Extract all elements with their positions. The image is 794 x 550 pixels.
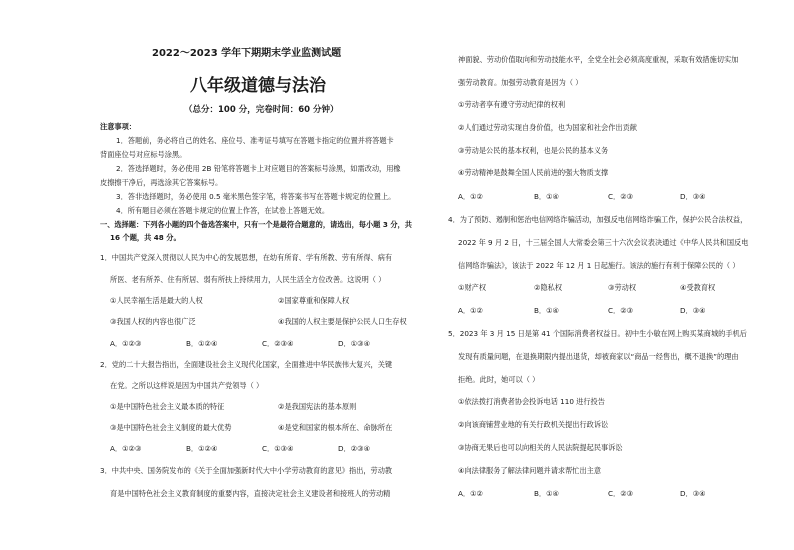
q2-answer: A．①②③	[110, 444, 142, 453]
q2-option: ②是我国宪法的基本原则	[278, 402, 357, 411]
q3-answer: A．①②	[458, 192, 483, 201]
q1-option: ④我国的人权主要是保护公民人口生存权	[278, 317, 407, 326]
q4-stem: 信网络诈骗法》，该法于 2022 年 12 月 1 日起施行。该法的施行有利于保障公民的（ ）	[458, 261, 740, 270]
q1-answer: D．①③④	[338, 339, 371, 348]
q5-answer: A．①②	[458, 489, 483, 498]
q3-answer: B．①④	[534, 192, 560, 201]
q2-option: ③是中国特色社会主义制度的最大优势	[110, 423, 232, 432]
subject-title: 八年级道德与法治	[190, 76, 326, 96]
q3-stem: 育是中国特色社会主义教育制度的重要内容，直接决定社会主义建设者和接班人的劳动精	[110, 489, 391, 498]
q4-option: ④受教育权	[680, 283, 716, 292]
notice-line: 皮擦擦干净后，再选涂其它答案标号。	[100, 178, 223, 187]
q5-answer: C．②③	[608, 489, 634, 498]
section-heading: 一、选择题：下列各小题的四个备选答案中，只有一个是最符合题意的，请选出，每小题 3 分，共	[100, 220, 412, 229]
q3-option: ④劳动精神是鼓舞全国人民前进的强大物质支撑	[458, 168, 609, 177]
q2-stem: 在党。之所以这样说是因为中国共产党领导（ ）	[110, 381, 264, 390]
score-time: （总分：100 分，完卷时间：60 分钟）	[184, 105, 339, 115]
notice-line: 背面座位号对应标号涂黑。	[100, 150, 187, 159]
q1-option: ①人民幸福生活是最大的人权	[110, 296, 203, 305]
q1-answer: B．①②④	[186, 339, 218, 348]
q3-stem: 3．中共中央、国务院发布的《关于全面加强新时代大中小学劳动教育的意见》指出，劳动教	[100, 466, 393, 475]
q4-answer: D．③④	[680, 306, 706, 315]
q2-stem: 2．党的二十大报告指出，全面建设社会主义现代化国家，全面推进中华民族伟大复兴，关键	[100, 360, 393, 369]
q2-answer: C．①③④	[262, 444, 294, 453]
q1-stem: 1．中国共产党深入贯彻以人民为中心的发展思想，在幼有所育、学有所教、劳有所得、病有	[100, 253, 393, 262]
q3-option: ①劳动者享有遵守劳动纪律的权利	[458, 100, 566, 109]
q4-answer: A．①②	[458, 306, 483, 315]
q4-answer: B．①④	[534, 306, 560, 315]
q3-stem-cont: 强劳动教育。加强劳动教育是因为（ ）	[458, 78, 583, 87]
q1-answer: C．②③④	[262, 339, 294, 348]
notice-line: 1．答题前，务必将自己的姓名、座位号、准考证号填写在答题卡指定的位置并将答题卡	[116, 136, 394, 145]
q2-option: ①是中国特色社会主义最本质的特征	[110, 402, 225, 411]
notice-title: 注意事项：	[100, 122, 136, 131]
q4-option: ③劳动权	[608, 283, 637, 292]
q4-answer: C．②③	[608, 306, 634, 315]
q5-stem: 发现有质量问题，在退换期限内提出退货，却被商家以“商品一经售出，概不退换”的理由	[458, 352, 739, 361]
q5-option: ③协商无果后也可以向相关的人民法院提起民事诉讼	[458, 443, 623, 452]
exam-year-title: 2022～2023 学年下期期末学业监测试题	[152, 48, 342, 59]
q3-option: ②人们通过劳动实现自身价值，也为国家和社会作出贡献	[458, 123, 637, 132]
q5-option: ①依法拨打消费者协会投诉电话 110 进行投告	[458, 397, 605, 406]
q2-option: ④是党和国家的根本所在、命脉所在	[278, 423, 393, 432]
q5-stem: 5．2023 年 3 月 15 日是第 41 个国际消费者权益日。初中生小敏在网上购买某商城的手机后	[448, 329, 747, 338]
q3-option: ③劳动是公民的基本权利，也是公民的基本义务	[458, 146, 609, 155]
q5-stem: 拒绝。此时，她可以（ ）	[458, 375, 540, 384]
q4-option: ①财产权	[458, 283, 487, 292]
q2-answer: B．①②④	[186, 444, 218, 453]
q3-stem-cont: 神面貌、劳动价值取向和劳动技能水平，全党全社会必须高度重视，采取有效措施切实加	[458, 55, 739, 64]
q4-stem: 2022 年 9 月 2 日，十三届全国人大常委会第三十六次会议表决通过《中华人民共和国反电	[458, 238, 749, 247]
q1-stem: 所医、老有所养、住有所居、弱有所扶上持续用力，人民生活全方位改善。这说明（ ）	[110, 275, 386, 284]
q1-option: ③我国人权的内容也很广泛	[110, 317, 196, 326]
section-heading: 16 个题，共 48 分。	[110, 233, 181, 242]
q3-answer: D．③④	[680, 192, 706, 201]
q3-answer: C．②③	[608, 192, 634, 201]
q1-option: ②国家尊重和保障人权	[278, 296, 350, 305]
notice-line: 4．所有题目必须在答题卡规定的位置上作答，在试卷上答题无效。	[116, 206, 330, 215]
notice-line: 2．答选择题时，务必使用 2B 铅笔将答题卡上对应题目的答案标号涂黑，如需改动，用橡	[116, 164, 401, 173]
q5-option: ④向法律服务了解法律问题并请求帮忙出主意	[458, 466, 602, 475]
q5-answer: D．③④	[680, 489, 706, 498]
q1-answer: A．①②③	[110, 339, 142, 348]
q4-option: ②隐私权	[534, 283, 563, 292]
notice-line: 3．答非选择题时，务必使用 0.5 毫米黑色签字笔，将答案书写在答题卡规定的位置上。	[116, 192, 396, 201]
q5-answer: B．①④	[534, 489, 560, 498]
q5-option: ②向该商铺营业地的有关行政机关提出行政诉讼	[458, 420, 609, 429]
q2-answer: D．②③④	[338, 444, 371, 453]
q4-stem: 4．为了预防、遏制和惩治电信网络诈骗活动，加强反电信网络诈骗工作，保护公民合法权益，	[448, 215, 748, 224]
